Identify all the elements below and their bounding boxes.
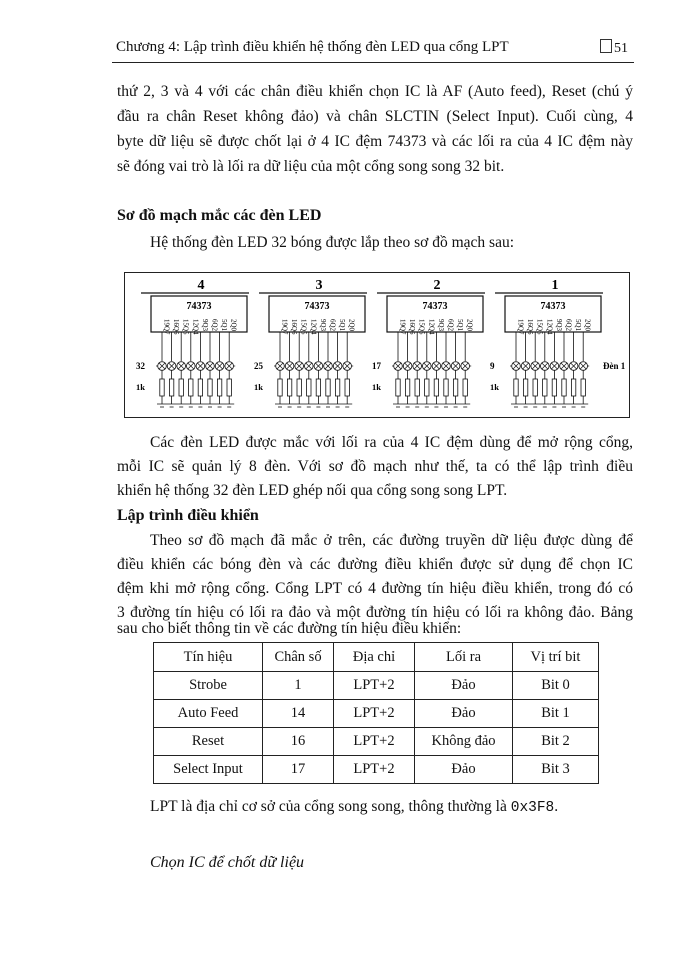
led-start-label: 17 [372,361,381,371]
table-cell: Auto Feed [154,700,263,728]
table-cell: Không đảo [415,728,513,756]
pin-label: 15Q5 [535,319,544,335]
table-cell: LPT+2 [334,756,415,784]
pin-label: 12Q4 [427,319,436,335]
resistor [396,379,400,396]
paragraph-line: mỗi IC sẽ quản lý 8 đèn. Với sơ đồ mạch như thế, ta có thể lập trình điều [117,458,633,475]
resistor [415,379,419,396]
note-text: LPT là địa chỉ cơ sở của cổng song song, thông thường là [150,798,507,815]
resistor-label: 1k [372,382,381,392]
section2-line: Theo sơ đồ mạch đã mắc ở trên, các đường truyền dữ liệu được dùng để [150,532,633,549]
pin-label: 19Q7 [398,319,407,335]
table-cell: 1 [263,672,334,700]
pin-label: 12Q4 [545,319,554,335]
pin-label: 5Q1 [574,319,583,332]
pin-label: 5Q1 [220,319,229,332]
note-end: . [554,798,559,815]
table-cell: Đảo [415,700,513,728]
resistor [543,379,547,396]
page-number [600,39,628,57]
resistor [208,379,212,396]
table-cell: LPT+2 [334,728,415,756]
resistor [316,379,320,396]
section2-line: sau cho biết thông tin về các đường tín hiệu điều khiển: [117,620,462,637]
table-cell: Strobe [154,672,263,700]
resistor [189,379,193,396]
pin-label: 15Q5 [181,319,190,335]
table-cell: Bit 3 [513,756,599,784]
table-header-row [154,643,599,672]
led-circuit-diagram [124,272,630,418]
table-header-cell: Tín hiệu [154,643,263,672]
resistor [571,379,575,396]
resistor [514,379,518,396]
led-start-label: 9 [490,361,495,371]
table-cell: 14 [263,700,334,728]
pin-label: 9Q3 [554,319,563,332]
resistor [217,379,221,396]
resistor-label: 1k [490,382,499,392]
resistor [335,379,339,396]
table-cell: Đảo [415,756,513,784]
section2-line: điều khiển các bóng đèn và các đường điều khiển được sử dụng để chọn IC [117,556,633,573]
resistor [326,379,330,396]
table-cell: LPT+2 [334,700,415,728]
resistor [562,379,566,396]
page-icon [600,39,612,53]
resistor [581,379,585,396]
pin-label: 15Q5 [417,319,426,335]
page-header [112,38,634,63]
pin-label: 9Q3 [436,319,445,332]
table-cell: 16 [263,728,334,756]
table-cell: Reset [154,728,263,756]
resistor [463,379,467,396]
table-cell: Đảo [415,672,513,700]
table-header-cell: Chân số [263,643,334,672]
table-header-cell: Vị trí bit [513,643,599,672]
pin-label: 2Q0 [229,319,238,332]
table-row [154,672,599,700]
section2-line: 3 đường tín hiệu có lối ra đảo và một đường tín hiệu có lối ra không đảo. Bảng [117,604,633,621]
block-number: 3 [315,278,323,293]
pin-label: 15Q5 [299,319,308,335]
resistor [345,379,349,396]
pin-label: 19Q7 [516,319,525,335]
resistor [198,379,202,396]
pin-label: 2Q0 [347,319,356,332]
intro-line: thứ 2, 3 và 4 với các chân điều khiển chọn IC là AF (Auto feed), Reset (chú ý [117,83,633,100]
resistor [523,379,527,396]
pin-label: 9Q3 [200,319,209,332]
intro-line: sẽ đóng vai trò là lối ra dữ liệu của một cổng song song 32 bit. [117,158,505,175]
pin-label: 2Q0 [465,319,474,332]
ic-label: 74373 [304,301,330,312]
pin-label: 9Q3 [318,319,327,332]
pin-label: 19Q7 [280,319,289,335]
intro-line: đầu ra chân Reset không đảo) và chân SLCTIN (Select Input). Cuối cùng, 4 [117,108,633,125]
table-row [154,756,599,784]
table-cell: 17 [263,756,334,784]
resistor [425,379,429,396]
pin-label: 5Q1 [338,319,347,332]
block-number: 2 [433,278,441,293]
pin-label: 19Q7 [162,319,171,335]
table-header-cell: Lối ra [415,643,513,672]
pin-label: 16Q6 [526,319,535,335]
ic-label: 74373 [186,301,212,312]
page-number-value: 51 [614,41,628,56]
resistor-label: 1k [254,382,263,392]
led-one-label: Đèn 1 [603,361,626,371]
resistor [227,379,231,396]
pin-label: 5Q1 [456,319,465,332]
chapter-title: Chương 4: Lập trình điều khiển hệ thống đèn LED qua cổng LPT [116,39,509,55]
resistor [278,379,282,396]
table-cell: LPT+2 [334,672,415,700]
ic-label: 74373 [422,301,448,312]
circuit-svg [125,273,628,416]
pin-label: 16Q6 [408,319,417,335]
paragraph-line: khiển hệ thống 32 đèn LED ghép nối qua cổng song song LPT. [117,482,508,499]
led-start-label: 25 [254,361,263,371]
pin-label: 6Q2 [446,319,455,332]
pin-label: 12Q4 [309,319,318,335]
pin-label: 16Q6 [290,319,299,335]
section-heading-circuit: Sơ đồ mạch mắc các đèn LED [117,207,322,224]
intro-line: byte dữ liệu sẽ được chốt lại ở 4 IC đệm 74373 và các lối ra của 4 IC đệm này [117,133,633,150]
note-code: 0x3F8 [510,800,555,816]
section2-line: đệm khi mở rộng cổng. Cổng LPT có 4 đường tín hiệu điều khiển, trong đó có [117,580,633,597]
table-cell: Bit 0 [513,672,599,700]
table-cell: Select Input [154,756,263,784]
resistor [552,379,556,396]
note-line [150,797,558,818]
pin-label: 12Q4 [191,319,200,335]
resistor [179,379,183,396]
resistor [405,379,409,396]
table-cell: Bit 2 [513,728,599,756]
table-row [154,700,599,728]
resistor [307,379,311,396]
pin-label: 6Q2 [210,319,219,332]
paragraph-line: Các đèn LED được mắc với lối ra của 4 IC đệm dùng để mở rộng cổng, [150,434,633,451]
pin-label: 16Q6 [172,319,181,335]
subheading-chon-ic: Chọn IC để chốt dữ liệu [150,854,305,871]
pin-label: 6Q2 [328,319,337,332]
resistor [160,379,164,396]
table-cell: Bit 1 [513,700,599,728]
section-heading-control: Lập trình điều khiển [117,507,259,524]
table-header-cell: Địa chỉ [334,643,415,672]
led-start-label: 32 [136,361,145,371]
ic-label: 74373 [540,301,566,312]
pin-label: 6Q2 [564,319,573,332]
resistor [169,379,173,396]
pin-label: 2Q0 [583,319,592,332]
resistor [434,379,438,396]
resistor [444,379,448,396]
resistor-label: 1k [136,382,145,392]
block-number: 4 [197,278,205,293]
resistor [453,379,457,396]
resistor [287,379,291,396]
resistor [297,379,301,396]
section-text: Hệ thống đèn LED 32 bóng được lắp theo sơ đồ mạch sau: [150,234,515,251]
control-signals-table [153,642,599,784]
block-number: 1 [551,278,559,293]
table-row [154,728,599,756]
resistor [533,379,537,396]
